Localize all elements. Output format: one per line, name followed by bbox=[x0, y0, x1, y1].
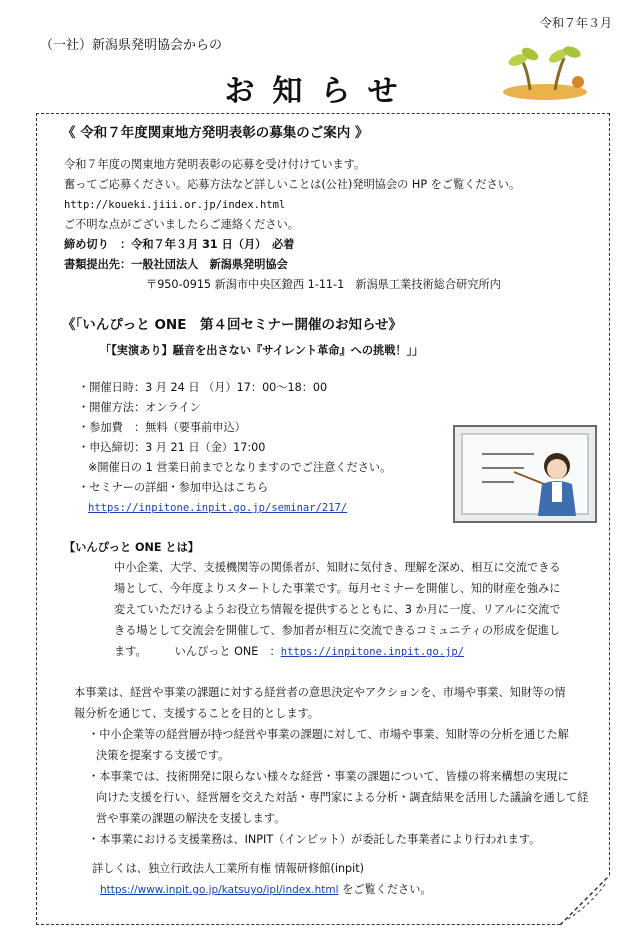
section4-more-suffix: をご覧ください。 bbox=[338, 883, 432, 896]
section3-line: 中小企業、大学、支援機関等の関係者が、知財に気付き、理解を深め、相互に交流できる bbox=[114, 561, 561, 574]
section3-line: 変えていただけるようお役立ち情報を提供するとともに、3 か月に一度、リアルに交流で bbox=[114, 603, 561, 616]
section4-more: 詳しくは、独立行政法人工業所有権 情報研修館(inpit) bbox=[92, 862, 365, 875]
section3-line: 場として、今年度よりスタートした事業です。毎月セミナーを開催し、知的財産を強みに bbox=[114, 582, 561, 595]
section4-line: 向けた支援を行い、経営層を交えた対話・専門家による分析・調査結果を活用した議論を通して経 bbox=[96, 791, 589, 804]
seminar-apply: ・申込締切：3 月 21 日（金）17:00 bbox=[78, 441, 266, 454]
section3-last-line bbox=[114, 645, 464, 659]
teacher-illustration bbox=[452, 424, 598, 524]
issue-date: 令和７年３月 bbox=[539, 16, 612, 30]
section1-line2: 奮ってご応募ください。応募方法など詳しいことは(公社)発明協会の HP をご覧ください。 bbox=[64, 178, 521, 191]
section2-subtitle: 「【実演あり】騒音を出さない『サイレント革命』への挑戦！」」 bbox=[100, 344, 424, 357]
seminar-note: ※開催日の 1 営業日前までとなりますのでご注意ください。 bbox=[88, 461, 392, 474]
section3-heading: 【いんぴっと ONE とは】 bbox=[64, 541, 199, 554]
seminar-date: ・開催日時：3 月 24 日 （月）17：00〜18：00 bbox=[78, 381, 328, 394]
sprout-illustration bbox=[500, 42, 590, 102]
page-title: お知らせ bbox=[224, 74, 416, 109]
section1-url[interactable]: http://koueki.jiii.or.jp/index.html bbox=[64, 199, 286, 211]
section1-line1: 令和７年度の関東地方発明表彰の応募を受け付けています。 bbox=[64, 158, 366, 171]
organization-line: （一社）新潟県発明協会からの bbox=[40, 38, 223, 53]
section1-deadline: 締め切り ：令和７年３月 31 日（月） 必着 bbox=[64, 238, 295, 251]
seminar-link[interactable]: https://inpitone.inpit.go.jp/seminar/217/ bbox=[88, 502, 348, 514]
section3-line: きる場として交流会を開催して、参加者が相互に交流できるコミュニティの形成を促進し bbox=[114, 624, 561, 637]
page-fold bbox=[560, 875, 610, 925]
section1-address: 〒950-0915 新潟市中央区鐙西 1-11-1 新潟県工業技術総合研究所内 bbox=[146, 278, 501, 291]
section4-more-line bbox=[100, 883, 432, 897]
inpit-link[interactable]: https://www.inpit.go.jp/katsuyo/ipl/index.html bbox=[100, 884, 339, 896]
section1-heading: 《 令和７年度関東地方発明表彰の募集のご案内 》 bbox=[62, 125, 369, 141]
section4-line: 営や事業の課題の解決を支援します。 bbox=[96, 812, 286, 825]
section4-line: 本事業は、経営や事業の課題に対する経営者の意思決定やアクションを、市場や事業、知財等の情 bbox=[74, 686, 566, 699]
section4-line: 報分析を通じて、支援することを目的とします。 bbox=[74, 707, 320, 720]
section3-last-prefix: ます。 いんぴっと ONE ： bbox=[114, 645, 281, 658]
section4-line: ・中小企業等の経営層が持つ経営や事業の課題に対して、市場や事業、知財等の分析を通じた解 bbox=[88, 728, 569, 741]
section2-heading: 《「いんぴっと ONE 第４回セミナー開催のお知らせ》 bbox=[62, 317, 403, 333]
section4-line: 決策を提案する支援です。 bbox=[96, 749, 230, 762]
inpitone-link[interactable]: https://inpitone.inpit.go.jp/ bbox=[280, 646, 465, 658]
seminar-fee: ・参加費 ：無料（要事前申込） bbox=[78, 421, 246, 434]
section4-line: ・本事業における支援業務は、INPIT（インピット）が委託した事業者により行われます。 bbox=[88, 833, 541, 846]
section1-line3: ご不明な点がございましたらご連絡ください。 bbox=[64, 218, 299, 231]
section4-line: ・本事業では、技術開発に限らない様々な経営・事業の課題について、皆様の将来構想の実現に bbox=[88, 770, 569, 783]
seminar-method: ・開催方法：オンライン bbox=[78, 401, 201, 414]
section1-submit: 書類提出先：一般社団法人 新潟県発明協会 bbox=[64, 258, 288, 271]
seminar-details: ・セミナーの詳細・参加申込はこちら bbox=[78, 481, 269, 494]
